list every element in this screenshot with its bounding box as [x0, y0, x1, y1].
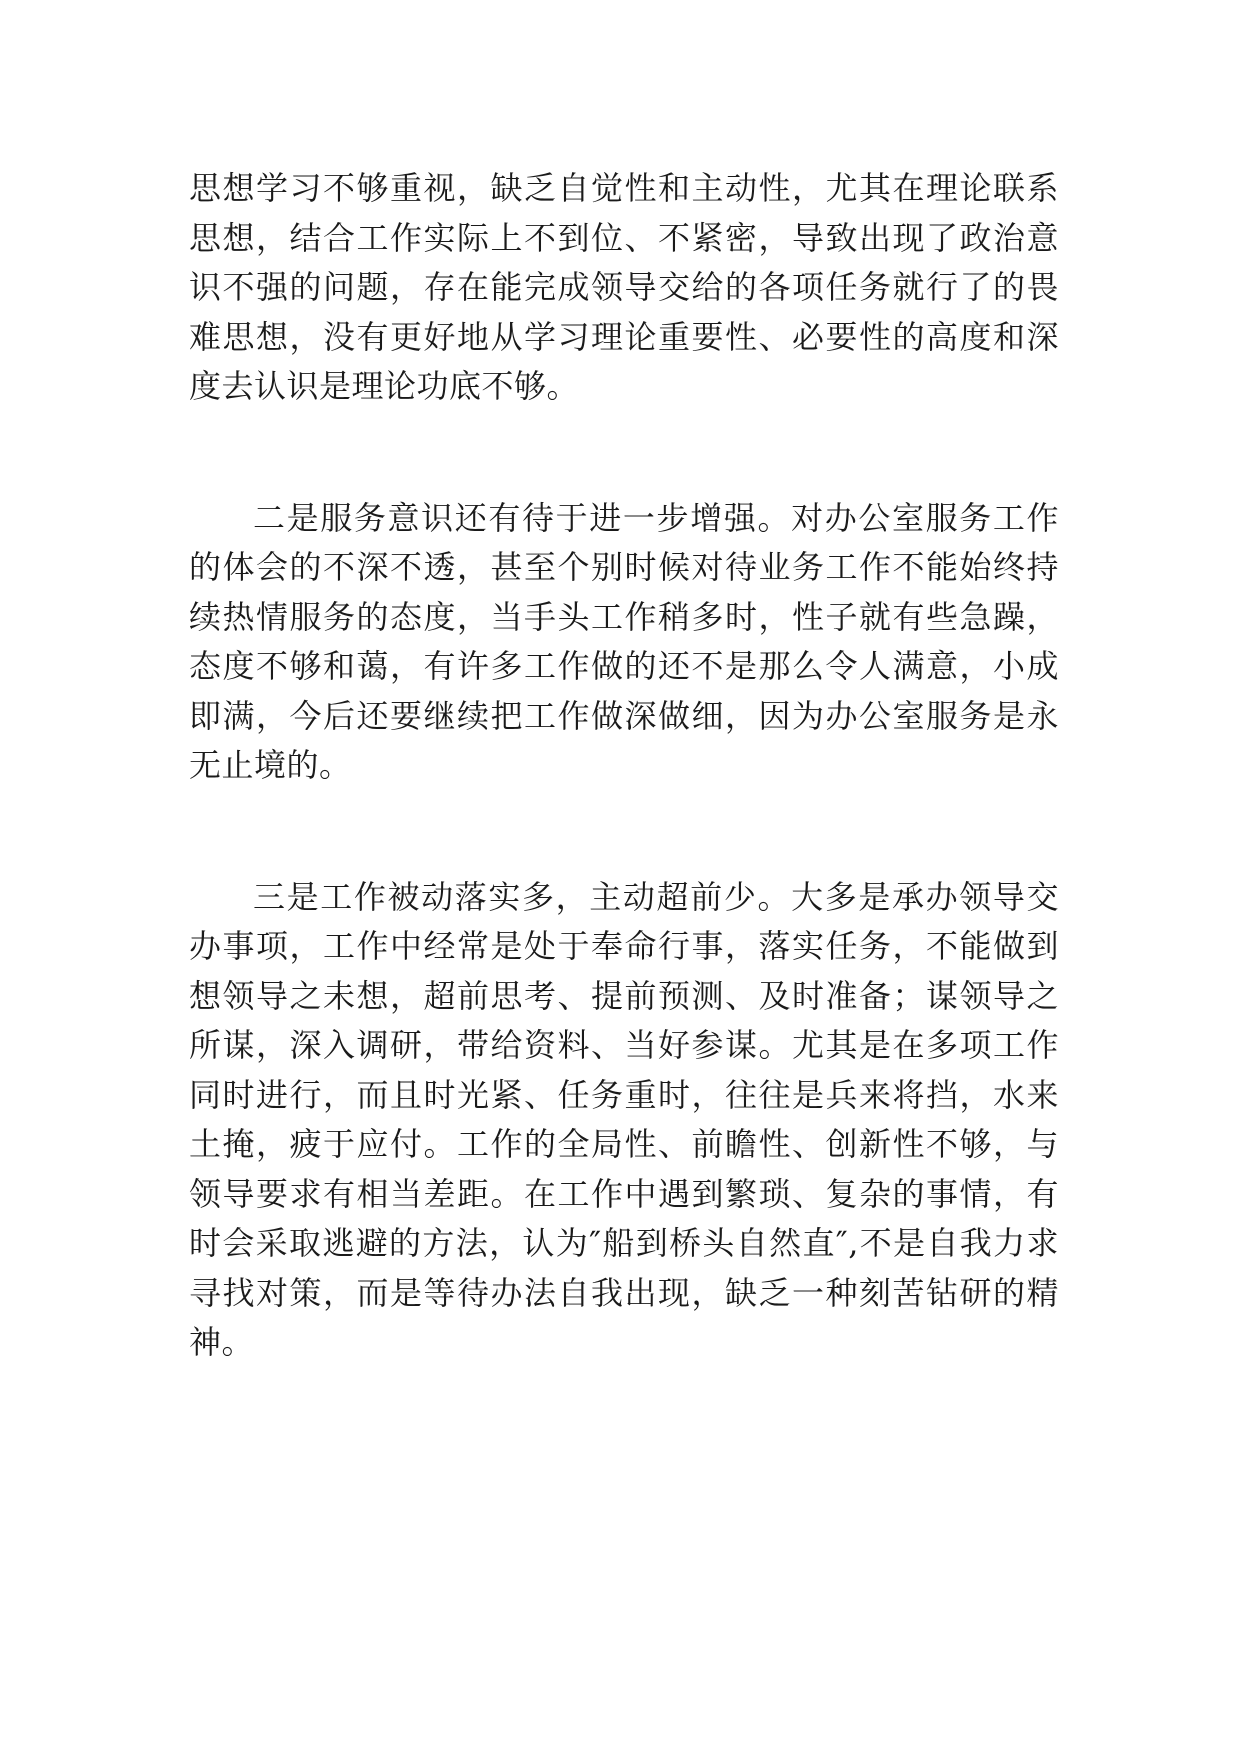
paragraph-service-awareness: 二是服务意识还有待于进一步增强。对办公室服务工作的体会的不深不透，甚至个别时候对待业务工作不能始终持续热情服务的态度，当手头工作稍多时，性子就有些急躁，态度不够和蔼，有许多工作做的还不是那么令人满意，小成即满，今后还要继续把工作做深做细，因为办公室服务是永无止境的。	[189, 498, 1059, 784]
document-body	[189, 164, 1059, 1368]
paragraph-passive-work: 三是工作被动落实多，主动超前少。大多是承办领导交办事项，工作中经常是处于奉命行事，落实任务，不能做到想领导之未想，超前思考、提前预测、及时准备；谋领导之所谋，深入调研，带给资料、当好参谋。尤其是在多项工作同时进行，而且时光紧、任务重时，往往是兵来将挡，水来土掩，疲于应付。工作的全局性、前瞻性、创新性不够，与领导要求有相当差距。在工作中遇到繁琐、复杂的事情，有时会采取逃避的方法，认为″船到桥头自然直″,不是自我力求寻找对策，而是等待办法自我出现，缺乏一种刻苦钻研的精神。	[189, 877, 1059, 1361]
paragraph-study-awareness: 思想学习不够重视，缺乏自觉性和主动性，尤其在理论联系思想，结合工作实际上不到位、不紧密，导致出现了政治意识不强的问题，存在能完成领导交给的各项任务就行了的畏难思想，没有更好地从学习理论重要性、必要性的高度和深度去认识是理论功底不够。	[189, 169, 1059, 405]
